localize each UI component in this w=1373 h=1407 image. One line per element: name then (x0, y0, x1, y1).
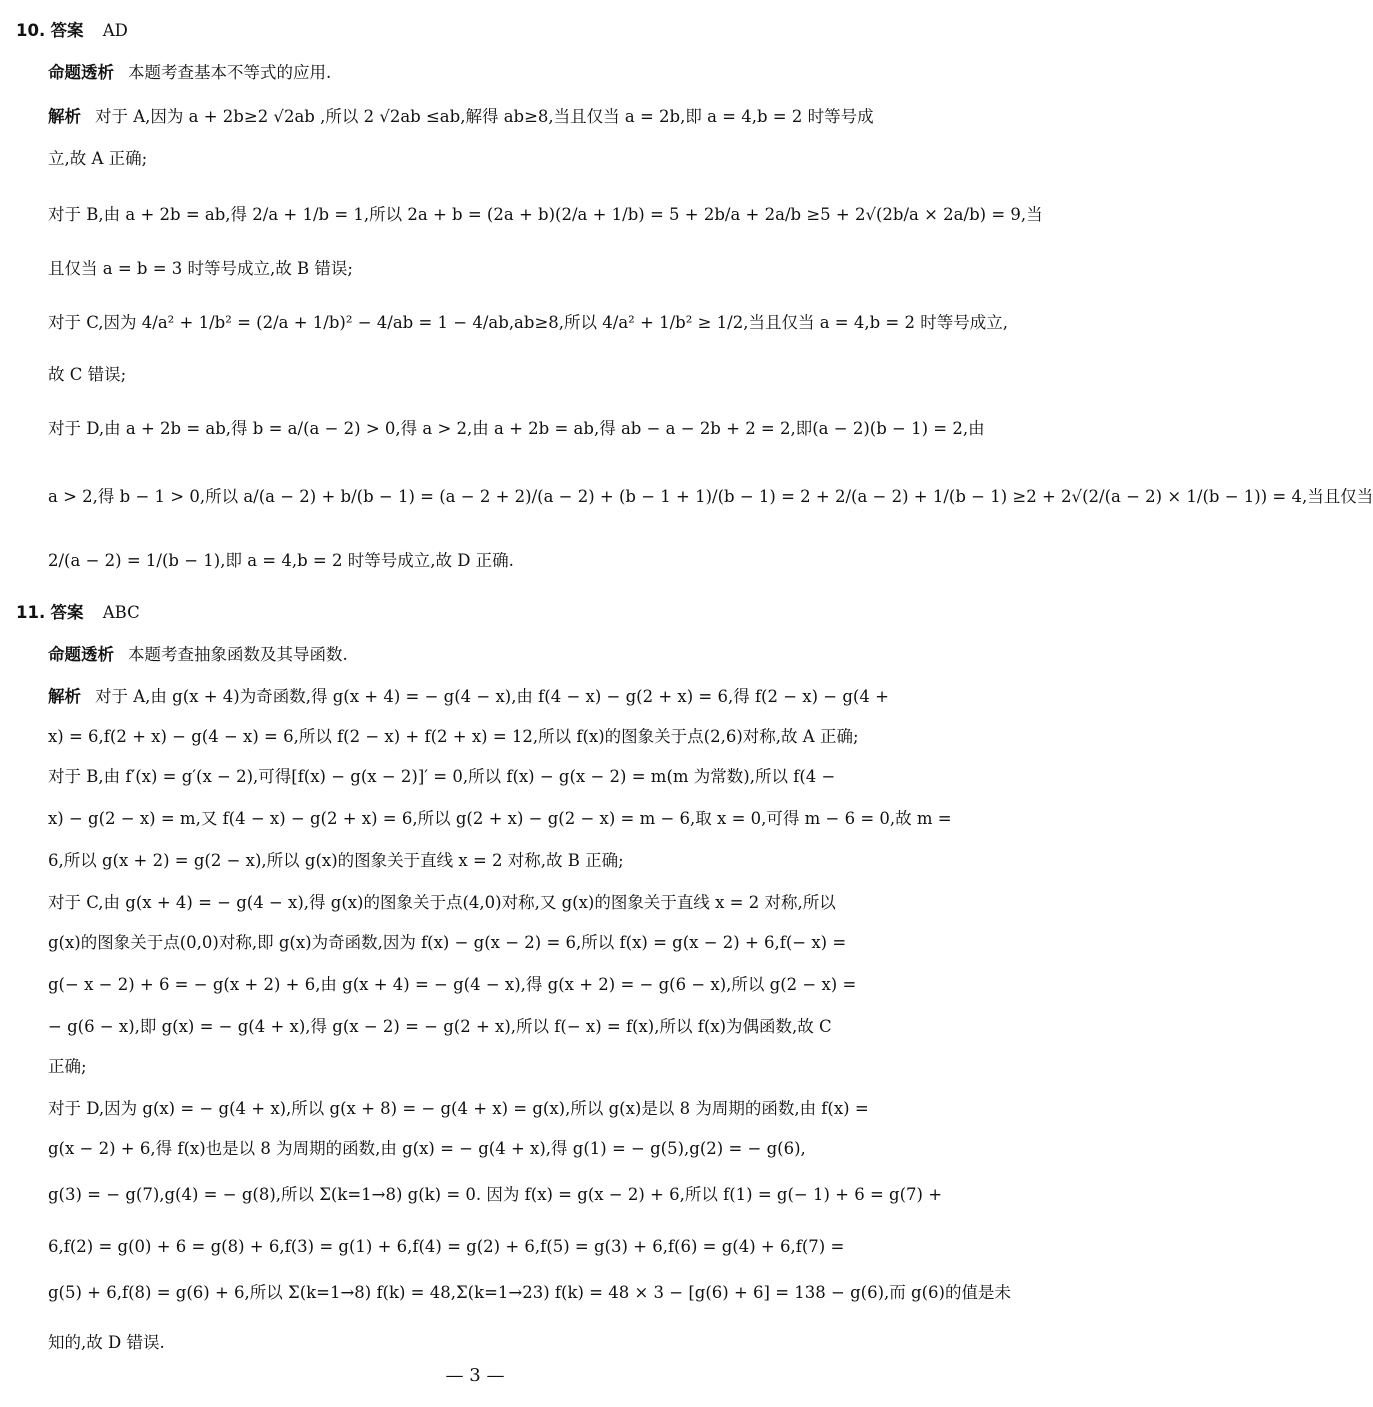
q10-line: 对于 B,由 a + 2b = ab,得 2/a + 1/b = 1,所以 2a + b = (2a + b)(2/a + 1/b) = 5 + 2b/a + 2a/b ≥5 + 2√(2b/a × 2a/b) = 9,当 (48, 205, 1043, 224)
q11-line: 6,f(2) = g(0) + 6 = g(8) + 6,f(3) = g(1) + 6,f(4) = g(2) + 6,f(5) = g(3) + 6,f(6) = g(4) + 6,f(7) = (48, 1237, 845, 1256)
q10-answer: AD (102, 21, 128, 40)
q11-intro: 本题考查抽象函数及其导函数. (128, 645, 348, 664)
q11-intro-label: 命题透析 (48, 645, 114, 664)
q10-line: a > 2,得 b − 1 > 0,所以 a/(a − 2) + b/(b − 1) = (a − 2 + 2)/(a − 2) + (b − 1 + 1)/(b − 1) = 2 + 2/(a − 2) + 1/(b − 1) ≥2 + 2√(2/(a − 2) × 1/(b − 1)) = 4,当且仅当 (48, 487, 1373, 506)
q10-line: 故 C 错误; (48, 365, 127, 384)
q11-line: g(− x − 2) + 6 = − g(x + 2) + 6,由 g(x + 4) = − g(4 − x),得 g(x + 2) = − g(6 − x),所以 g(2 − x) = (48, 975, 857, 994)
q11-analysis-label: 解析 (48, 687, 81, 706)
q11-line: g(x − 2) + 6,得 f(x)也是以 8 为周期的函数,由 g(x) = − g(4 + x),得 g(1) = − g(5),g(2) = − g(6), (48, 1139, 806, 1158)
q11-line: 对于 C,由 g(x + 4) = − g(4 − x),得 g(x)的图象关于点(4,0)对称,又 g(x)的图象关于直线 x = 2 对称,所以 (48, 893, 836, 912)
q10-intro-line (48, 60, 932, 86)
q10-analysis-label: 解析 (48, 107, 81, 126)
q11-line: x) = 6,f(2 + x) − g(4 − x) = 6,所以 f(2 − x) + f(2 + x) = 12,所以 f(x)的图象关于点(2,6)对称,故 A 正确; (48, 727, 859, 746)
q11-line: 对于 D,因为 g(x) = − g(4 + x),所以 g(x + 8) = − g(4 + x) = g(x),所以 g(x)是以 8 为周期的函数,由 f(x) = (48, 1099, 869, 1118)
q11-intro-line (48, 642, 932, 668)
page-number: — 3 — (445, 1365, 505, 1386)
q11-line: − g(6 − x),即 g(x) = − g(4 + x),得 g(x − 2) = − g(2 + x),所以 f(− x) = f(x),所以 f(x)为偶函数,故 C (48, 1017, 832, 1036)
q11-line: 知的,故 D 错误. (48, 1333, 165, 1352)
q11-answer-line (16, 600, 932, 626)
q10-answer-line (16, 18, 932, 44)
q10-line: 对于 D,由 a + 2b = ab,得 b = a/(a − 2) > 0,得 a > 2,由 a + 2b = ab,得 ab − a − 2b + 2 = 2,即(a − 2)(b − 1) = 2,由 (48, 419, 985, 438)
q11-line: 对于 A,由 g(x + 4)为奇函数,得 g(x + 4) = − g(4 − x),由 f(4 − x) − g(2 + x) = 6,得 f(2 − x) − g(4 + (95, 687, 889, 706)
q10-line: 2/(a − 2) = 1/(b − 1),即 a = 4,b = 2 时等号成立,故 D 正确. (48, 551, 514, 570)
q10-line: 立,故 A 正确; (48, 149, 148, 168)
q11-line: 6,所以 g(x + 2) = g(2 − x),所以 g(x)的图象关于直线 x = 2 对称,故 B 正确; (48, 851, 624, 870)
q11-answer-label: 答案 (50, 603, 84, 622)
q10-intro: 本题考查基本不等式的应用. (128, 63, 332, 82)
q11-line: x) − g(2 − x) = m,又 f(4 − x) − g(2 + x) = 6,所以 g(2 + x) − g(2 − x) = m − 6,取 x = 0,可得 m − 6 = 0,故 m = (48, 809, 952, 828)
q11-line: 对于 B,由 f′(x) = g′(x − 2),可得[f(x) − g(x − 2)]′ = 0,所以 f(x) − g(x − 2) = m(m 为常数),所以 f(4 − (48, 767, 836, 786)
q10-line: 对于 A,因为 a + 2b≥2 √2ab ,所以 2 √2ab ≤ab,解得 ab≥8,当且仅当 a = 2b,即 a = 4,b = 2 时等号成 (95, 107, 874, 126)
q10-intro-label: 命题透析 (48, 63, 114, 82)
q11-line: g(3) = − g(7),g(4) = − g(8),所以 Σ(k=1→8) g(k) = 0. 因为 f(x) = g(x − 2) + 6,所以 f(1) = g(− 1) + 6 = g(7) + (48, 1185, 943, 1204)
q11-line: g(x)的图象关于点(0,0)对称,即 g(x)为奇函数,因为 f(x) − g(x − 2) = 6,所以 f(x) = g(x − 2) + 6,f(− x) = (48, 933, 847, 952)
q10-answer-label: 答案 (50, 21, 84, 40)
q11-analysis-line-1 (48, 684, 932, 710)
q11-answer: ABC (102, 603, 140, 622)
q11-line: g(5) + 6,f(8) = g(6) + 6,所以 Σ(k=1→8) f(k) = 48,Σ(k=1→23) f(k) = 48 × 3 − [g(6) + 6] = 138 − g(6),而 g(6)的值是未 (48, 1283, 1011, 1302)
q10-line: 且仅当 a = b = 3 时等号成立,故 B 错误; (48, 259, 353, 278)
q11-line: 正确; (48, 1057, 87, 1076)
q10-line: 对于 C,因为 4/a² + 1/b² = (2/a + 1/b)² − 4/ab = 1 − 4/ab,ab≥8,所以 4/a² + 1/b² ≥ 1/2,当且仅当 a = 4,b = 2 时等号成立, (48, 313, 1008, 332)
q10-number: 10. (16, 21, 46, 40)
q11-number: 11. (16, 603, 46, 622)
q10-analysis-line-1 (48, 104, 932, 130)
